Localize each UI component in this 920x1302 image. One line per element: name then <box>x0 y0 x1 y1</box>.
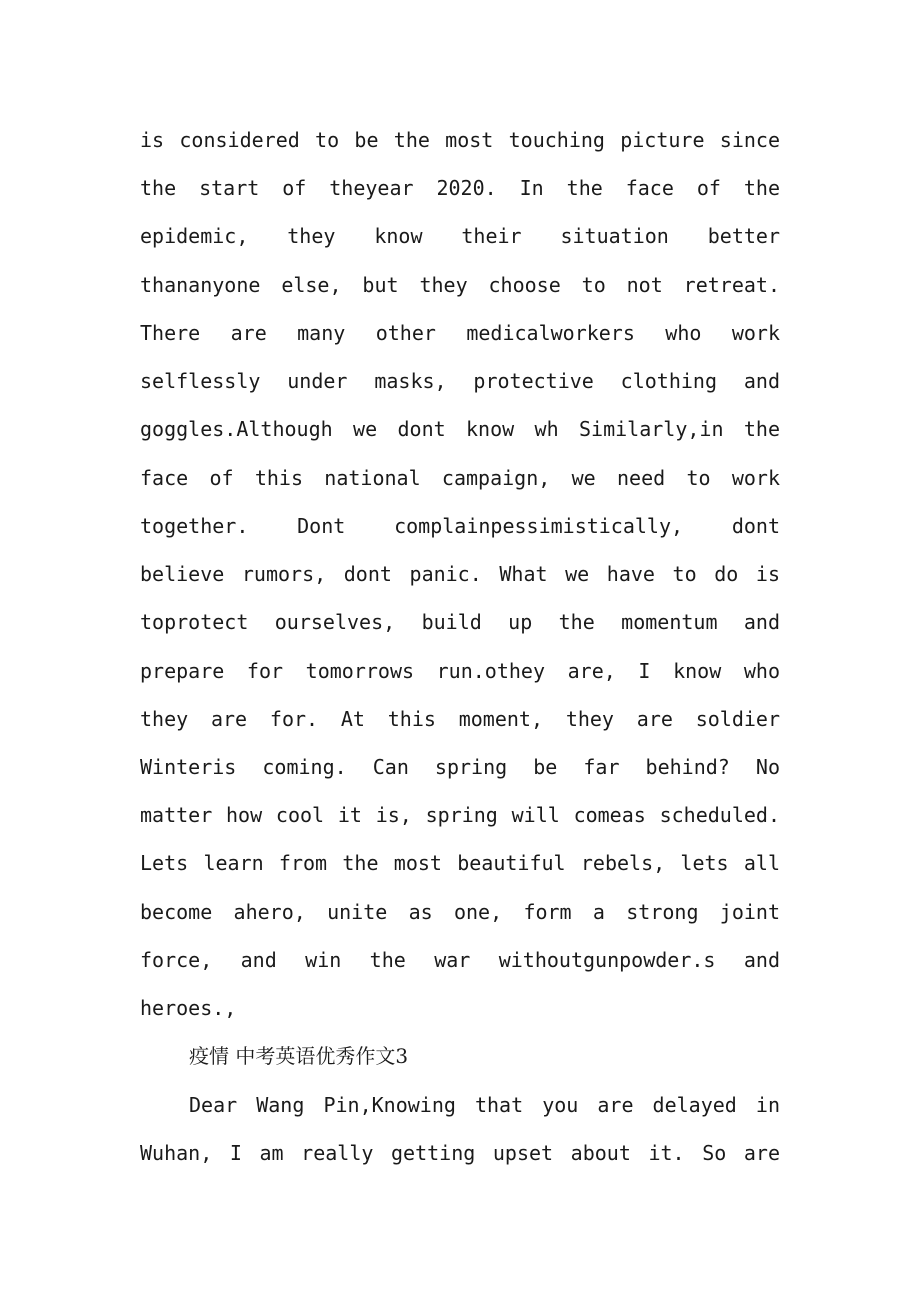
text-line: together. Dont complainpessimistically, dont <box>140 514 780 538</box>
text-line: Lets learn from the most beautiful rebels, lets all <box>140 851 780 875</box>
text-line: believe rumors, dont panic. What we have to do is <box>140 562 780 586</box>
text-line: become ahero, unite as one, form a strong joint <box>140 900 780 924</box>
text-line: toprotect ourselves, build up the momentum and <box>140 610 780 634</box>
text-line: the start of theyear 2020. In the face of the <box>140 176 780 200</box>
text-line: prepare for tomorrows run.othey are, I know who <box>140 659 780 683</box>
text-line: face of this national campaign, we need to work <box>140 466 780 490</box>
text-line: epidemic, they know their situation better <box>140 224 780 248</box>
section-heading: 疫情 中考英语优秀作文3 <box>189 1044 409 1068</box>
text-line: thananyone else, but they choose to not retreat. <box>140 273 780 297</box>
text-line: There are many other medicalworkers who work <box>140 321 780 345</box>
text-line: they are for. At this moment, they are soldier <box>140 707 780 731</box>
text-line: Dear Wang Pin,Knowing that you are delayed in <box>189 1093 780 1117</box>
text-line: force, and win the war withoutgunpowder.s and <box>140 948 780 972</box>
text-line: selflessly under masks, protective clothing and <box>140 369 780 393</box>
text-line: Winteris coming. Can spring be far behind? No <box>140 755 780 779</box>
text-line: matter how cool it is, spring will comeas scheduled. <box>140 803 780 827</box>
text-line: is considered to be the most touching picture since <box>140 128 780 152</box>
text-line: Wuhan, I am really getting upset about it. So are <box>140 1141 780 1165</box>
text-line: goggles.Although we dont know wh Similarly,in the <box>140 417 780 441</box>
text-line: heroes., <box>140 996 237 1020</box>
